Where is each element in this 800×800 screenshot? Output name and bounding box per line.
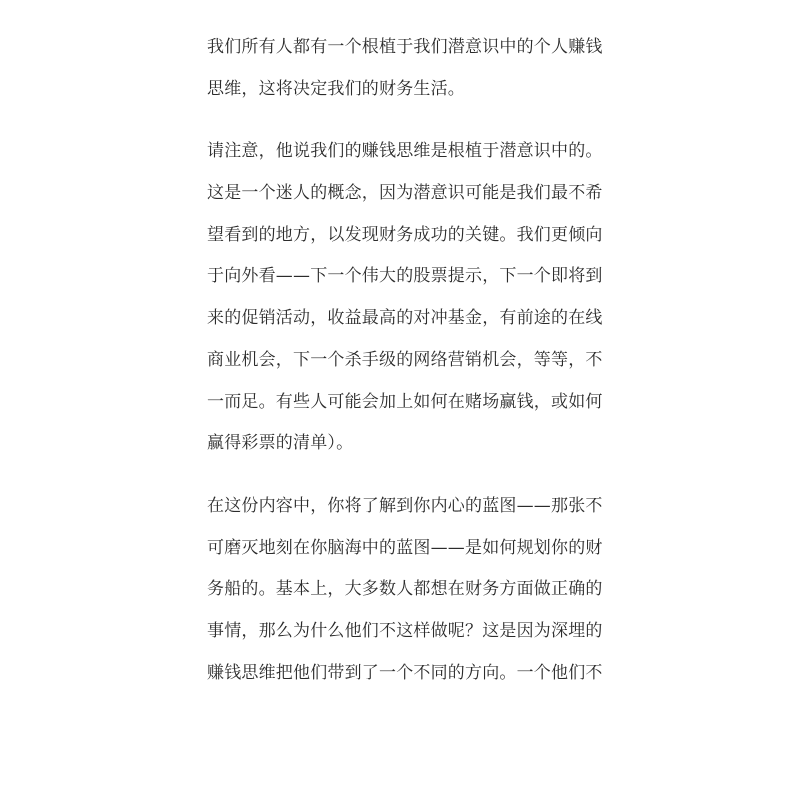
text-line: 来的促销活动，收益最高的对冲基金，有前途的在线 [207,308,603,329]
paragraph-gap [207,110,607,131]
text-line: 商业机会，下一个杀手级的网络营销机会，等等，不 [207,349,603,370]
paragraph-gap [207,465,607,486]
text-line: 请注意，他说我们的赚钱思维是根植于潜意识中的。 [207,141,603,162]
text-line: 事情，那么为什么他们不这样做呢？这是因为深埋的 [207,620,603,641]
paragraph-3 [207,486,607,694]
text-line: 可磨灭地刻在你脑海中的蓝图——是如何规划你的财 [207,537,603,558]
text-line: 一而足。有些人可能会加上如何在赌场赢钱，或如何 [207,391,603,412]
text-line: 我们所有人都有一个根植于我们潜意识中的个人赚钱 [207,37,603,57]
text-line: 赚钱思维把他们带到了一个不同的方向。一个他们不 [207,662,603,683]
text-line: 赢得彩票的清单）。 [207,433,354,454]
text-line: 这是一个迷人的概念，因为潜意识可能是我们最不希 [207,183,603,204]
text-line: 思维，这将决定我们的财务生活。 [207,78,465,99]
text-line: 望看到的地方，以发现财务成功的关键。我们更倾向 [207,224,603,245]
text-column [207,27,607,694]
text-line: 于向外看——下一个伟大的股票提示，下一个即将到 [207,266,603,287]
text-line: 务船的。基本上，大多数人都想在财务方面做正确的 [207,579,603,600]
paragraph-1 [207,27,607,110]
paragraph-2 [207,131,607,465]
text-line: 在这份内容中，你将了解到你内心的蓝图——那张不 [207,495,603,516]
